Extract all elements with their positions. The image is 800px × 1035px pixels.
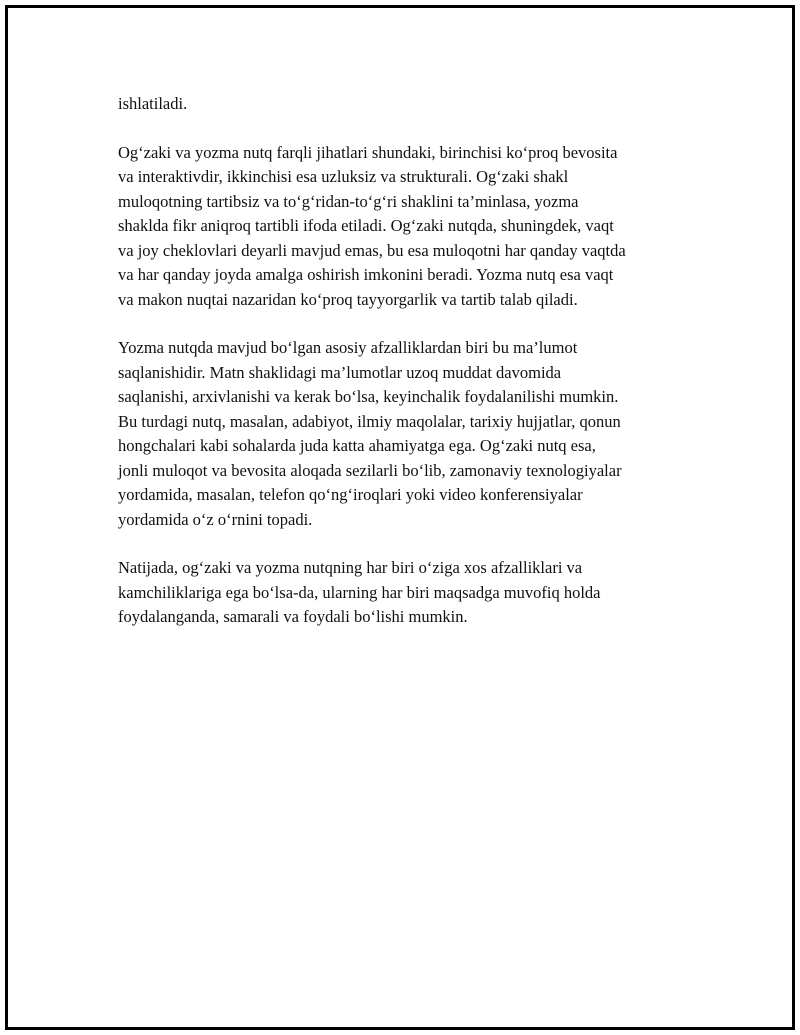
paragraph: Og‘zaki va yozma nutq farqli jihatlari shundaki, birinchisi ko‘proq bevosita va interaktivdir, ikkinchisi esa uzluksiz va strukturali. Og‘zaki shakl muloqotning tartibsiz va to‘g‘ridan-to‘g‘ri shaklini ta’minlasa, yozma shaklda fikr aniqroq tartibli ifoda etiladi. Og‘zaki nutqda, shuningdek, vaqt va joy cheklovlari deyarli mavjud emas, bu esa muloqotni har qanday vaqtda va har qanday joyda amalga oshirish imkonini beradi. Yozma nutq esa vaqt va makon nuqtai nazaridan ko‘proq tayyorgarlik va tartib talab qiladi. — [118, 142, 626, 309]
document-body — [118, 92, 690, 654]
paragraph: Yozma nutqda mavjud bo‘lgan asosiy afzalliklardan biri bu ma’lumot saqlanishidir. Matn shaklidagi ma’lumotlar uzoq muddat davomida saqlanishi, arxivlanishi va kerak bo‘lsa, keyinchalik foydalanilishi mumkin. Bu turdagi nutq, masalan, adabiyot, ilmiy maqolalar, tarixiy hujjatlar, qonun hongchalari kabi sohalarda juda katta ahamiyatga ega. Og‘zaki nutq esa, jonli muloqot va bevosita aloqada sezilarli bo‘lib, zamonaviy texnologiyalar yordamida, masalan, telefon qo‘ng‘iroqlari yoki video konferensiyalar yordamida o‘z o‘rnini topadi. — [118, 338, 622, 529]
paragraph: Natijada, og‘zaki va yozma nutqning har biri o‘ziga xos afzalliklari va kamchiliklariga ega bo‘lsa-da, ularning har biri maqsadga muvofiq holda foydalanganda, samarali va foydali bo‘lishi mumkin. — [118, 558, 601, 626]
paragraph: ishlatiladi. — [118, 94, 188, 113]
